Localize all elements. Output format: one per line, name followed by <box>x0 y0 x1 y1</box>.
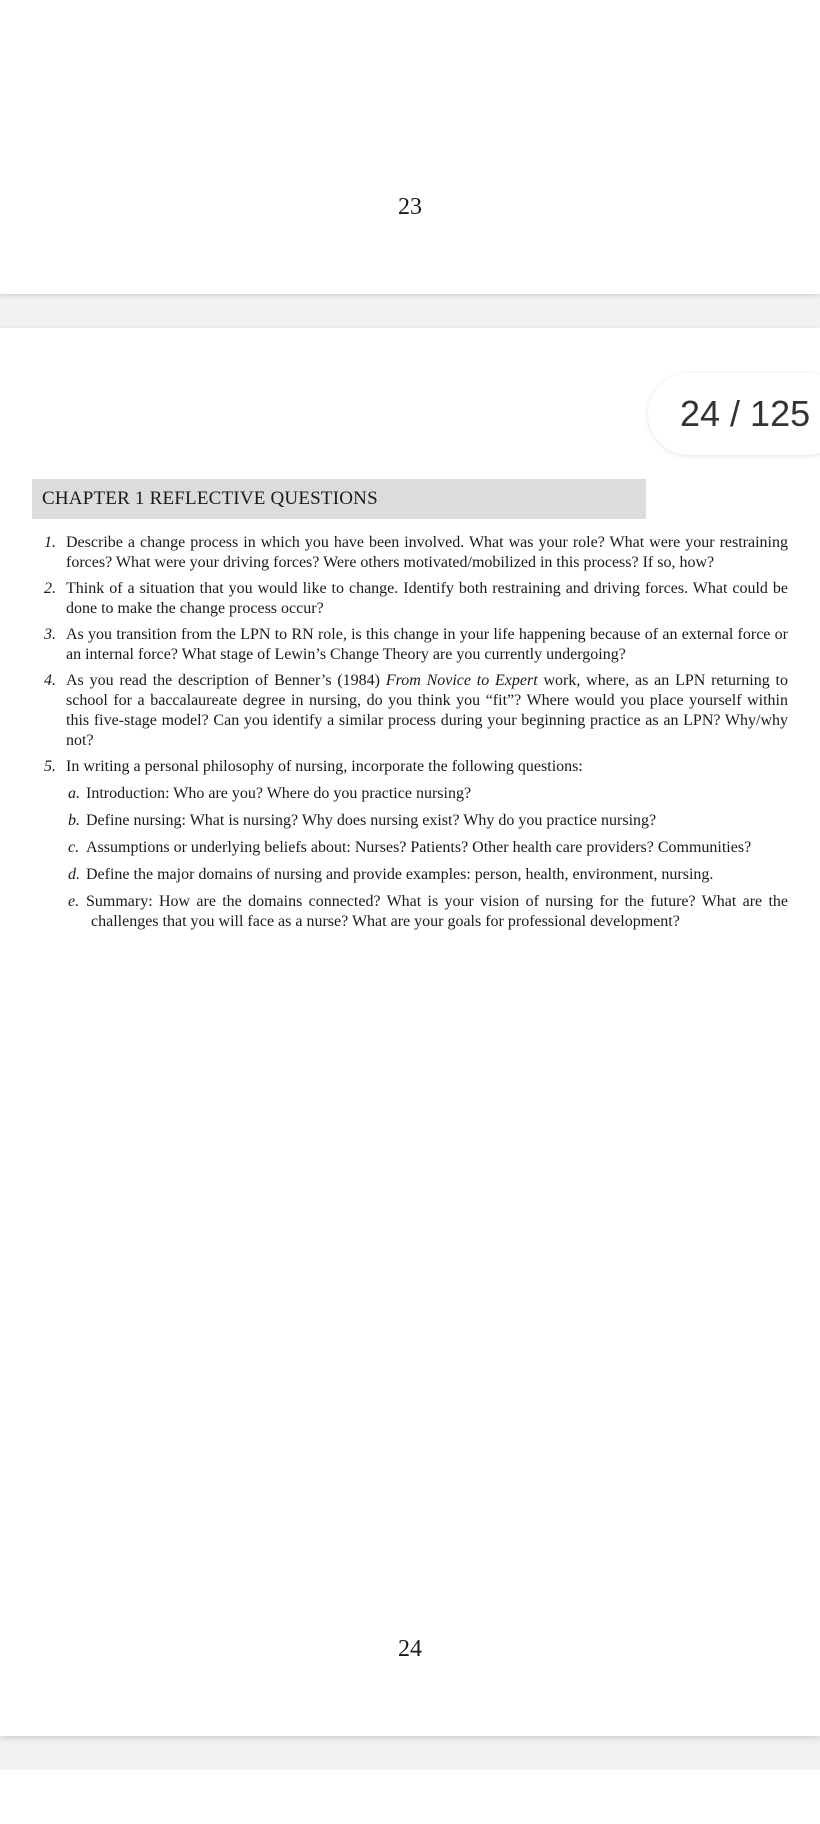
sub-question-item <box>28 865 788 885</box>
question-text: As you transition from the LPN to RN role, is this change in your life happening because of an external force or an internal force? What stage of Lewin’s Change Theory are you currently undergoing? <box>66 626 788 663</box>
sub-question-text: Assumptions or underlying beliefs about: Nurses? Patients? Other health care providers? Communities? <box>86 839 752 856</box>
question-item <box>28 625 788 665</box>
sub-question-text: Introduction: Who are you? Where do you practice nursing? <box>86 785 472 802</box>
sub-question-letter: d. <box>68 866 80 883</box>
question-number: 2. <box>44 580 56 597</box>
page-number: 23 <box>398 194 422 220</box>
sub-question-item <box>28 892 788 932</box>
question-number: 4. <box>44 672 56 689</box>
question-text: In writing a personal philosophy of nursing, incorporate the following questions: <box>66 758 583 775</box>
sub-question-letter: a. <box>68 785 80 802</box>
question-text: Describe a change process in which you have been involved. What was your role? What were your restraining forces? What were your driving forces? Were others motivated/mobilized in this process? If so, how? <box>66 534 788 571</box>
previous-page <box>0 0 820 294</box>
question-number: 3. <box>44 626 56 643</box>
sub-question-item <box>28 838 788 858</box>
sub-question-letter: b. <box>68 812 80 829</box>
sub-question-letter: c. <box>68 839 80 856</box>
sub-question-item <box>28 811 788 831</box>
sub-question-item <box>28 784 788 804</box>
next-page <box>0 1770 820 1824</box>
question-number: 1. <box>44 534 56 551</box>
question-text <box>66 672 788 749</box>
page-number: 24 <box>398 1636 422 1662</box>
chapter-heading: CHAPTER 1 REFLECTIVE QUESTIONS <box>32 479 646 519</box>
question-text: Think of a situation that you would like to change. Identify both restraining and driving forces. What could be done to make the change process occur? <box>66 580 788 617</box>
page-indicator-badge[interactable]: 24 / 125 <box>648 373 820 455</box>
question-number: 5. <box>44 758 56 775</box>
question-text-part: As you read the description of Benner’s (1984) <box>66 672 386 689</box>
sub-question-text: Define the major domains of nursing and provide examples: person, health, environment, nursing. <box>86 866 714 883</box>
question-text-part: work, where, as an LPN returning to school for a baccalaureate degree in nursing, do you think you “fit”? Where would you place yourself within this five-stage model? Can you identify a similar process during your beginning practice as an LPN? Why/why not? <box>66 672 789 749</box>
sub-question-letter: e. <box>68 893 80 910</box>
book-title: From Novice to Expert <box>385 672 538 689</box>
sub-question-text: Summary: How are the domains connected? What is your vision of nursing for the future? What are the challenges that you will face as a nurse? What are your goals for professional development? <box>86 893 788 930</box>
question-item <box>28 757 788 777</box>
question-item <box>28 671 788 751</box>
question-item <box>28 579 788 619</box>
sub-question-text: Define nursing: What is nursing? Why does nursing exist? Why do you practice nursing? <box>86 812 657 829</box>
reflective-questions-list <box>28 533 788 939</box>
question-item <box>28 533 788 573</box>
